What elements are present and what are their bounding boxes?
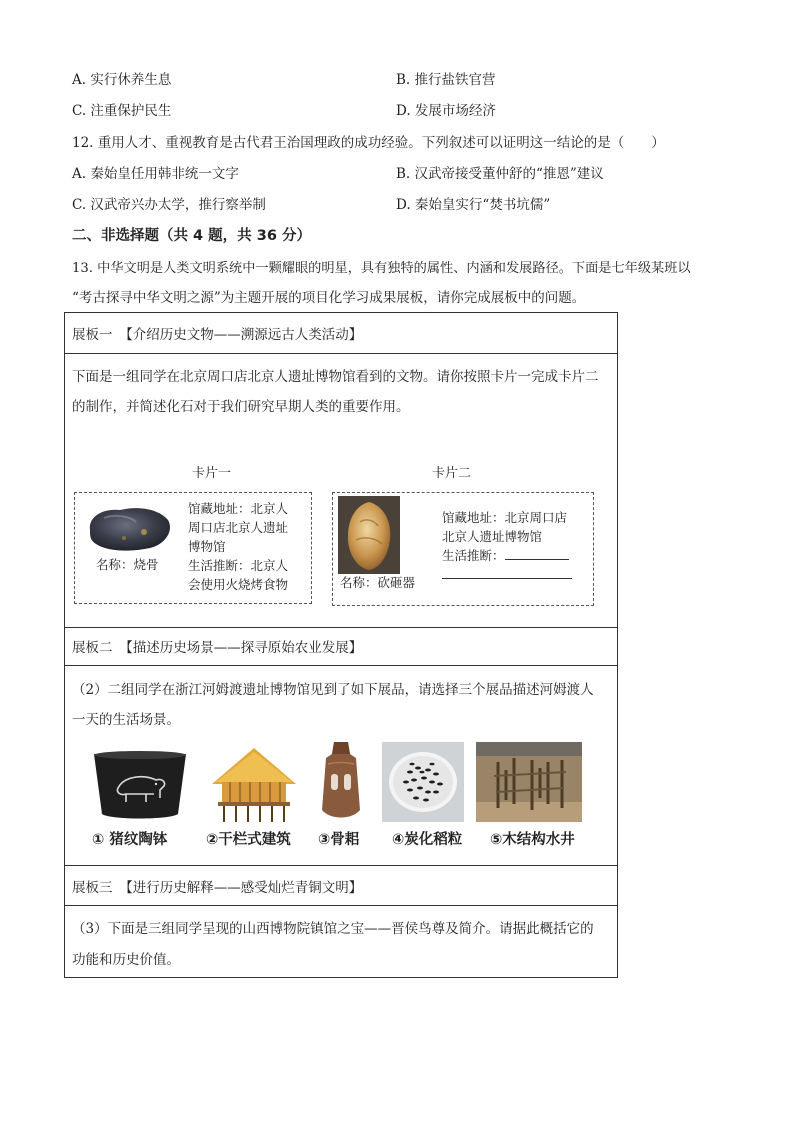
q11-option-b: B. 推行盐铁官营 [396,72,496,88]
board3-text-2: 功能和历史价值。 [72,952,180,968]
card1-line-4: 生活推断：北京人 [188,558,289,573]
board2-header: 展板二 【描述历史场景——探寻原始农业发展】 [72,640,363,656]
q13-line-1: 13. 中华文明是人类文明系统中一颗耀眼的明星，具有独特的属性、内涵和发展路径。下面是七年级某班以 [72,261,691,276]
board3-text-1: （3）下面是三组同学呈现的山西博物院镇馆之宝——晋侯鸟尊及简介。请据此概括它的 [72,921,594,937]
card2-title: 卡片二 [432,466,472,481]
exhibit-caption-2: ②干栏式建筑 [206,832,291,848]
board3-header: 展板三 【进行历史解释——感受灿烂青铜文明】 [72,880,363,896]
card2-line-3 [442,547,569,565]
pig-pottery-bowl-image [90,748,190,828]
q11-option-d: D. 发展市场经济 [396,103,496,119]
answer-blank-1[interactable] [505,547,569,560]
card1-line-5: 会使用火烧烤食物 [188,577,289,592]
board2-text-1: （2）二组同学在浙江河姆渡遗址博物馆见到了如下展品，请选择三个展品描述河姆渡人 [72,682,594,698]
card2-line-2: 北京人遗址博物馆 [442,529,543,544]
answer-blank-2[interactable] [442,578,572,579]
board1-header: 展板一 【介绍历史文物——溯源远古人类活动】 [72,327,363,343]
q12-option-d: D. 秦始皇实行“焚书坑儒” [396,197,551,213]
carbonized-rice-image [382,742,464,826]
q13-line-2: “考古探寻中华文明之源”为主题开展的项目化学习成果展板，请你完成展板中的问题。 [72,290,586,306]
exhibit-caption-4: ④炭化稻粒 [392,832,463,848]
q12-option-c: C. 汉武帝兴办太学，推行察举制 [72,197,266,213]
q12-option-a: A. 秦始皇任用韩非统一文字 [72,166,239,182]
card1-line-2: 周口店北京人遗址 [188,520,289,535]
card2-line-3-label: 生活推断： [442,548,505,563]
stilt-house-image [206,744,302,828]
card1-line-1: 馆藏地址：北京人 [188,501,289,516]
board1-text-1: 下面是一组同学在北京周口店北京人遗址博物馆看到的文物。请你按照卡片一完成卡片二 [72,369,599,385]
exhibit-caption-5: ⑤木结构水井 [490,832,575,848]
exhibit-caption-3: ③骨耜 [318,832,360,848]
exhibit-caption-1: ① 猪纹陶钵 [92,832,168,848]
card1-name: 名称：烧骨 [96,557,159,572]
card2-line-1: 馆藏地址：北京周口店 [442,510,568,525]
q12-option-b: B. 汉武帝接受董仲舒的“推恩”建议 [396,166,604,182]
burnt-bone-image [84,502,174,558]
board2-text-2: 一天的生活场景。 [72,712,180,728]
card1-line-3: 博物馆 [188,539,226,554]
board1-text-2: 的制作，并简述化石对于我们研究早期人类的重要作用。 [72,399,410,415]
chopper-tool-image [338,496,400,578]
q12-stem: 12. 重用人才、重视教育是古代君王治国理政的成功经验。下列叙述可以证明这一结论的是（ ） [72,135,665,151]
q11-option-c: C. 注重保护民生 [72,103,172,119]
section-heading: 二、非选择题（共 4 题，共 36 分） [72,228,311,244]
wooden-well-image [476,742,582,826]
card2-name: 名称：砍砸器 [340,575,416,590]
card1-title: 卡片一 [192,466,232,481]
bone-spade-image [316,740,366,828]
q11-option-a: A. 实行休养生息 [72,72,172,88]
